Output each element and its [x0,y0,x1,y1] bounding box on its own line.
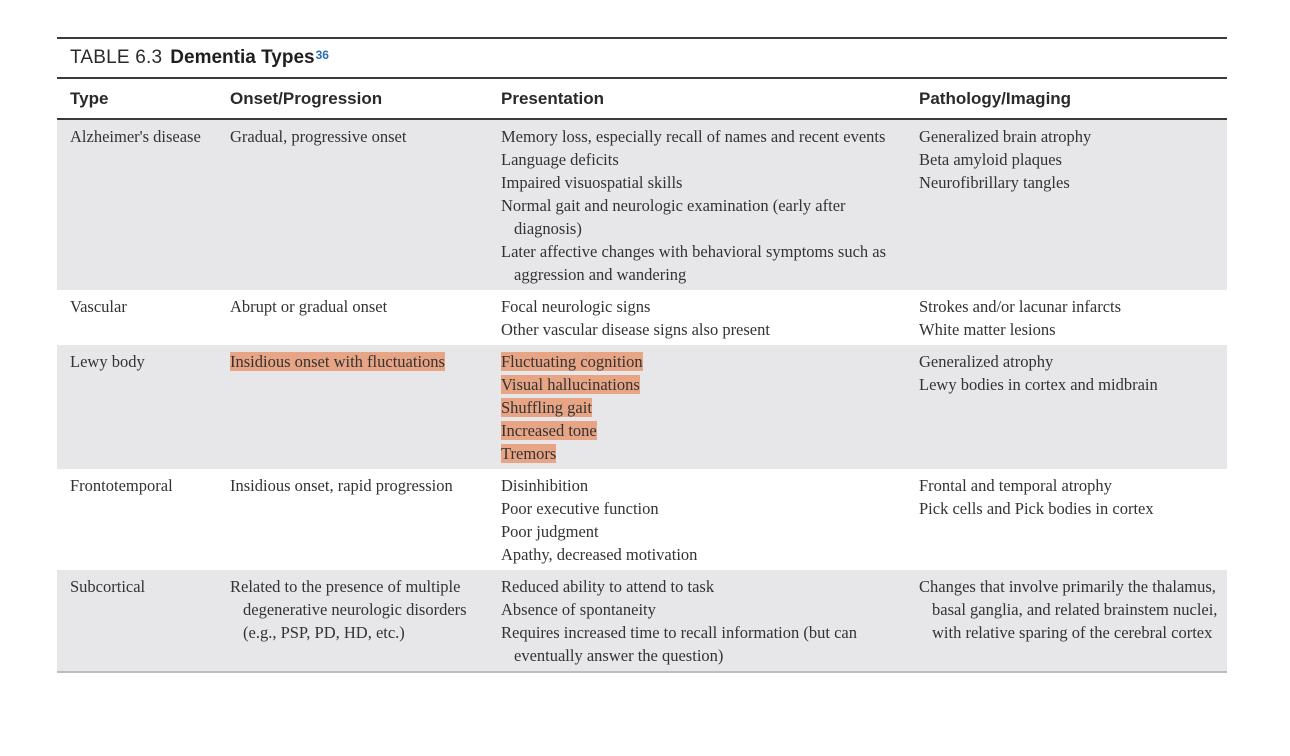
table-row [57,469,1227,570]
highlighted-text[interactable]: Increased tone [501,421,597,440]
table-row [57,119,1227,290]
highlighted-text[interactable]: Insidious onset with fluctuations [230,352,445,371]
presentation-line [501,419,900,442]
onset-line: Insidious onset, rapid progression [230,476,453,495]
cell-type [57,345,217,469]
presentation-line: Apathy, decreased motivation [501,545,698,564]
pathology-line: Pick cells and Pick bodies in cortex [919,499,1154,518]
onset-line [230,350,482,373]
table-row [57,570,1227,672]
pathology-line: Beta amyloid plaques [919,150,1062,169]
cell-onset [217,290,488,345]
presentation-line: Poor executive function [501,499,659,518]
cell-presentation [488,345,906,469]
cell-pathology [906,345,1227,469]
table-caption [57,39,1227,79]
cell-type [57,469,217,570]
onset-line: Abrupt or gradual onset [230,297,388,316]
table-row [57,290,1227,345]
pathology-line: Lewy bodies in cortex and midbrain [919,375,1158,394]
cell-type [57,290,217,345]
cell-pathology [906,119,1227,290]
pathology-line: Neurofibrillary tangles [919,173,1070,192]
onset-line: Gradual, progressive onset [230,127,407,146]
header-type: Type [57,79,217,119]
cell-pathology [906,469,1227,570]
cell-presentation [488,570,906,672]
presentation-line: Disinhibition [501,476,589,495]
presentation-line: Language deficits [501,150,619,169]
cell-presentation [488,469,906,570]
pathology-line: Changes that involve primarily the thalamus, basal ganglia, and related brainstem nuclei, with relative sparing of the cerebral cortex [919,577,1218,642]
presentation-line: Reduced ability to attend to task [501,577,715,596]
highlighted-text[interactable]: Fluctuating cognition [501,352,643,371]
presentation-line [501,442,900,465]
highlighted-text[interactable]: Tremors [501,444,557,463]
cell-onset [217,469,488,570]
presentation-line: Poor judgment [501,522,599,541]
cell-type [57,570,217,672]
table-body [57,79,1227,673]
cell-type [57,119,217,290]
presentation-line [501,350,900,373]
presentation-line: Requires increased time to recall information (but can eventually answer the question) [501,623,857,665]
cell-pathology [906,570,1227,672]
cell-pathology [906,290,1227,345]
presentation-line: Other vascular disease signs also present [501,320,770,339]
presentation-line: Later affective changes with behavioral symptoms such as aggression and wandering [501,242,887,284]
caption-label: TABLE 6.3 [70,47,163,68]
highlighted-text[interactable]: Visual hallucinations [501,375,640,394]
pathology-line: Generalized atrophy [919,352,1054,371]
cell-onset [217,119,488,290]
highlighted-text[interactable]: Shuffling gait [501,398,592,417]
reference-superscript[interactable]: 36 [315,48,329,62]
pathology-line: Generalized brain atrophy [919,127,1092,146]
presentation-line: Memory loss, especially recall of names and recent events [501,127,886,146]
type-label: Lewy body [70,352,145,371]
onset-line: Related to the presence of multiple degenerative neurologic disorders (e.g., PSP, PD, HD, etc.) [230,577,467,642]
table-row [57,345,1227,469]
presentation-line [501,373,900,396]
header-pathology: Pathology/Imaging [906,79,1227,119]
dementia-table [57,37,1227,673]
header-row [57,79,1227,119]
pathology-line: Frontal and temporal atrophy [919,476,1112,495]
header-presentation: Presentation [488,79,906,119]
presentation-line: Absence of spontaneity [501,600,656,619]
header-onset: Onset/Progression [217,79,488,119]
cell-presentation [488,290,906,345]
cell-onset [217,345,488,469]
caption-title: Dementia Types [170,47,315,68]
type-label: Frontotemporal [70,476,173,495]
pathology-line: White matter lesions [919,320,1056,339]
pathology-line: Strokes and/or lacunar infarcts [919,297,1122,316]
presentation-line: Focal neurologic signs [501,297,651,316]
presentation-line: Normal gait and neurologic examination (early after diagnosis) [501,196,846,238]
type-label: Subcortical [70,577,146,596]
cell-onset [217,570,488,672]
cell-presentation [488,119,906,290]
type-label: Alzheimer's disease [70,127,201,146]
type-label: Vascular [70,297,127,316]
presentation-line: Impaired visuospatial skills [501,173,683,192]
presentation-line [501,396,900,419]
